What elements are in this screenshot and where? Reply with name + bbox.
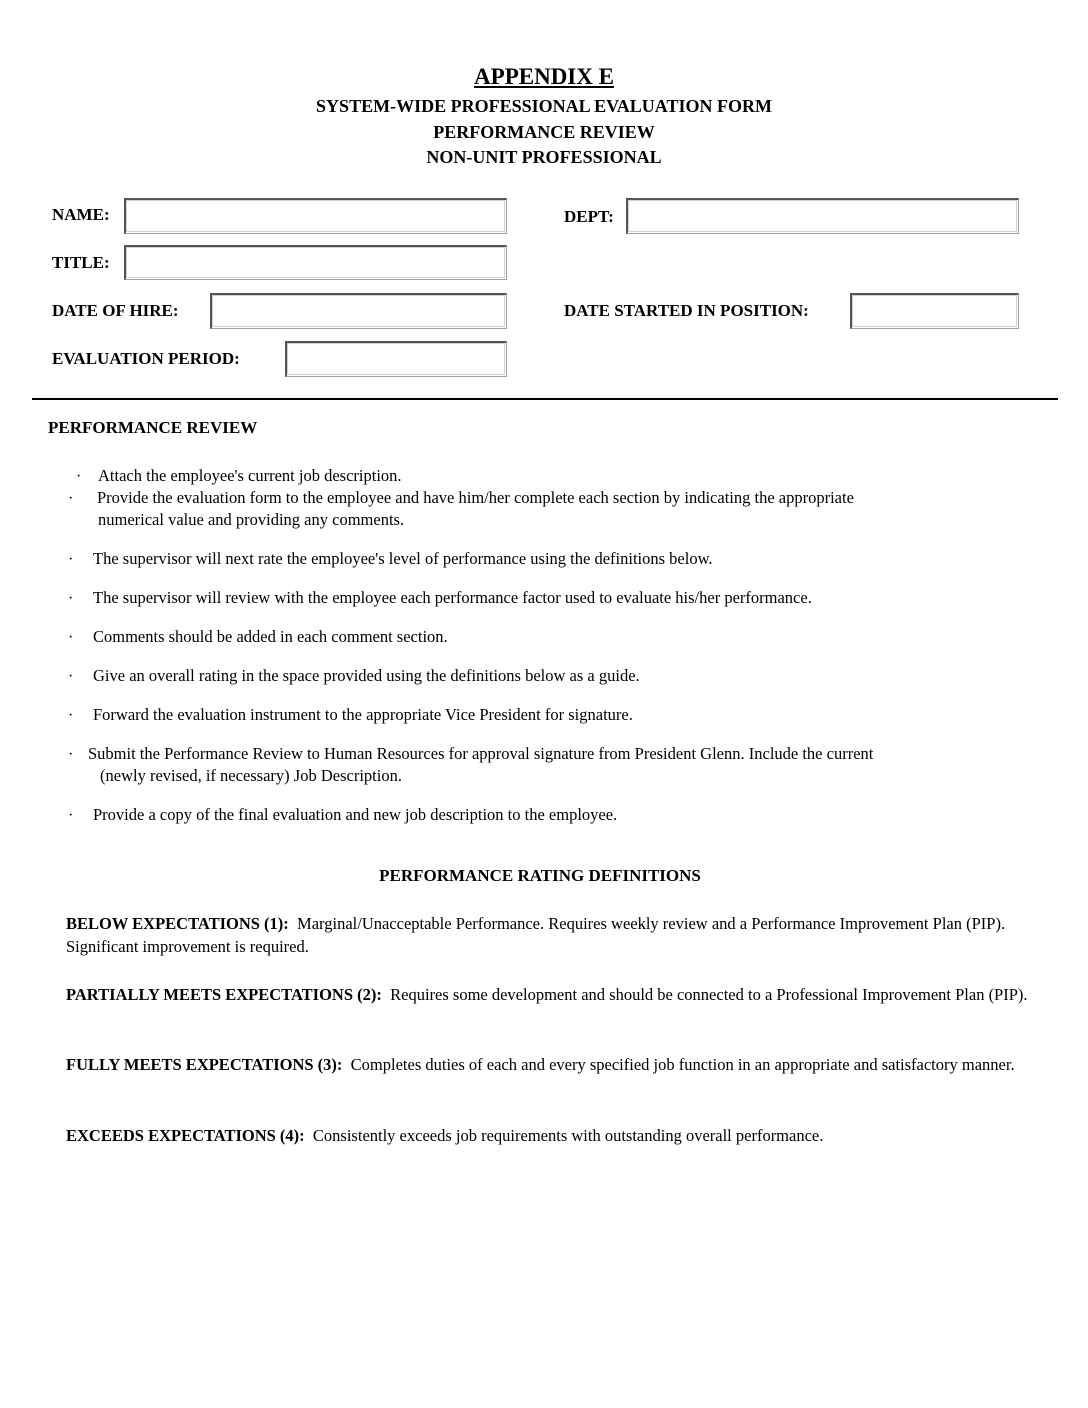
date-of-hire-field[interactable] <box>210 293 507 329</box>
list-item <box>68 626 448 649</box>
name-label: NAME: <box>52 205 110 224</box>
list-item-text: Provide a copy of the final evaluation and new job description to the employee. <box>93 805 618 824</box>
bullet-icon: · <box>68 668 74 685</box>
list-item-text: The supervisor will next rate the employee's level of performance using the definitions below. <box>93 549 713 568</box>
list-item <box>68 743 874 785</box>
list-item-text-continued: numerical value and providing any comments. <box>98 510 405 529</box>
list-item <box>76 465 402 488</box>
definition-exceeds <box>66 1124 1056 1147</box>
definition-partially-meets <box>66 983 1056 1006</box>
list-item <box>68 665 640 688</box>
form-subtitle-nonunit: NON-UNIT PROFESSIONAL <box>426 147 662 167</box>
definition-term: PARTIALLY MEETS EXPECTATIONS (2): <box>66 985 382 1004</box>
list-item-text-continued: (newly revised, if necessary) Job Description. <box>100 766 402 785</box>
bullet-icon: · <box>68 551 74 568</box>
list-item-text: The supervisor will review with the employee each performance factor used to evaluate his/her performance. <box>93 588 812 607</box>
evaluation-period-label: EVALUATION PERIOD: <box>52 349 240 368</box>
list-item <box>68 487 854 529</box>
bullet-icon: · <box>68 746 74 763</box>
list-item-text: Provide the evaluation form to the employee and have him/her complete each section by indicating the appropriate <box>97 488 854 507</box>
bullet-icon: · <box>68 807 74 824</box>
bullet-icon: · <box>68 490 74 507</box>
list-item <box>68 704 633 727</box>
bullet-icon: · <box>76 468 82 485</box>
list-item-text: Give an overall rating in the space provided using the definitions below as a guide. <box>93 666 640 685</box>
definition-text: Requires some development and should be connected to a Professional Improvement Plan (PIP). <box>390 985 1028 1004</box>
title-label: TITLE: <box>52 253 110 272</box>
definition-fully-meets <box>66 1053 1056 1076</box>
evaluation-period-field[interactable] <box>285 341 507 377</box>
definition-text: Consistently exceeds job requirements with outstanding overall performance. <box>312 1126 824 1145</box>
title-field[interactable] <box>124 245 507 280</box>
list-item-text: Attach the employee's current job description. <box>98 466 402 485</box>
rating-definitions-heading: PERFORMANCE RATING DEFINITIONS <box>379 866 701 885</box>
dept-label: DEPT: <box>564 207 614 226</box>
list-item-text: Comments should be added in each comment section. <box>93 627 448 646</box>
definition-text: Marginal/Unacceptable Performance. Requires weekly review and a Performance Improvement Plan (PIP). Significant improvement is required. <box>66 914 1006 956</box>
dept-field[interactable] <box>626 198 1019 234</box>
date-started-field[interactable] <box>850 293 1019 329</box>
definition-term: BELOW EXPECTATIONS (1): <box>66 914 289 933</box>
bullet-icon: · <box>68 590 74 607</box>
definition-below-expectations <box>66 912 1056 958</box>
form-subtitle-review: PERFORMANCE REVIEW <box>433 122 655 142</box>
definition-text: Completes duties of each and every specified job function in an appropriate and satisfactory manner. <box>350 1055 1015 1074</box>
list-item-text: Submit the Performance Review to Human Resources for approval signature from President Glenn. Include the current <box>88 744 874 763</box>
list-item <box>68 804 618 827</box>
appendix-title: APPENDIX E <box>474 64 614 89</box>
definition-term: EXCEEDS EXPECTATIONS (4): <box>66 1126 305 1145</box>
section-divider <box>32 398 1058 400</box>
list-item <box>68 548 713 571</box>
list-item <box>68 587 812 610</box>
performance-review-heading: PERFORMANCE REVIEW <box>48 418 258 437</box>
date-of-hire-label: DATE OF HIRE: <box>52 301 179 320</box>
form-title: SYSTEM-WIDE PROFESSIONAL EVALUATION FORM <box>316 96 772 116</box>
definition-term: FULLY MEETS EXPECTATIONS (3): <box>66 1055 343 1074</box>
list-item-text: Forward the evaluation instrument to the appropriate Vice President for signature. <box>93 705 633 724</box>
bullet-icon: · <box>68 707 74 724</box>
name-field[interactable] <box>124 198 507 234</box>
date-started-label: DATE STARTED IN POSITION: <box>564 301 809 320</box>
bullet-icon: · <box>68 629 74 646</box>
